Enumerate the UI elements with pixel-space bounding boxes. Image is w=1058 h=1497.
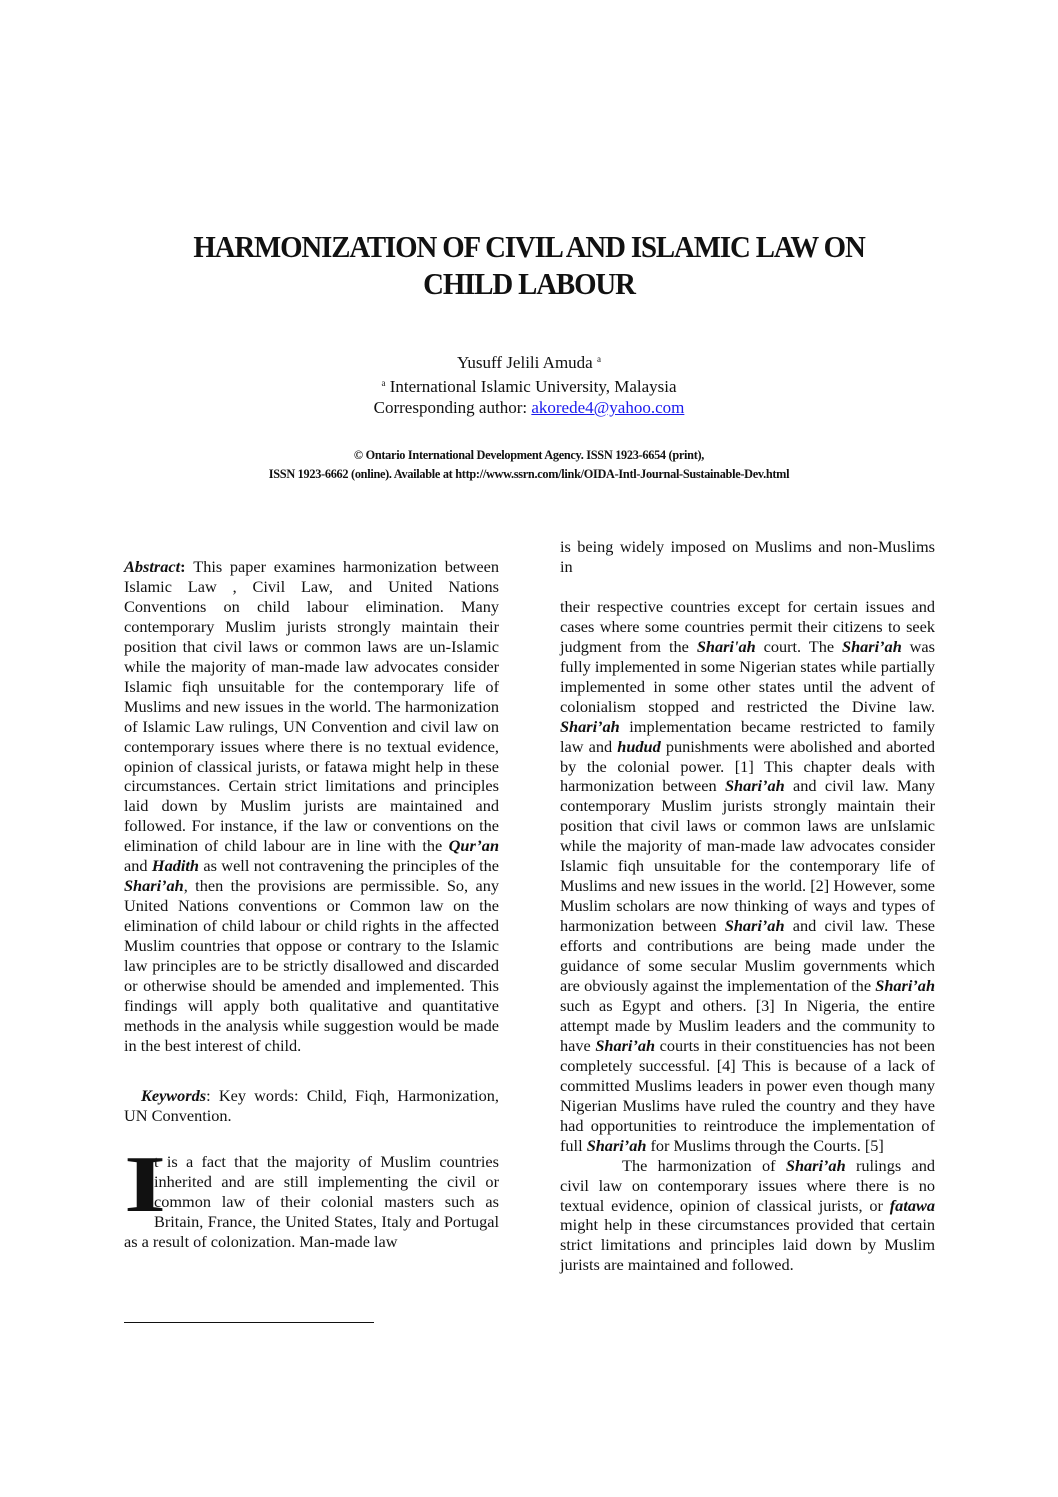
abstract-label: Abstract <box>124 557 181 576</box>
drop-cap: I <box>124 1140 167 1229</box>
body-text: for Muslims through the Courts. [5] <box>646 1135 884 1155</box>
body-text: punishments were abolished and aborted by the colonial power. [1] This chapter deals with harmonization between <box>560 736 935 796</box>
italic-term: Shari’ah <box>875 976 935 996</box>
affiliation: International Islamic University, Malaysia <box>389 377 677 396</box>
author-block <box>0 349 1058 418</box>
spacer <box>124 1126 499 1146</box>
abstract-colon: : <box>180 557 194 576</box>
body-text: courts in their constituencies has not been completely successful. [4] This is because of a lack of committed Muslims leaders in power even though many Nigerian Muslims have ruled the country and they have had opportunities to reintroduce the implementation of full <box>560 1035 935 1155</box>
author-name: Yusuff Jelili Amuda <box>457 353 593 372</box>
footnote-separator <box>124 1322 374 1323</box>
affiliation-superscript: a <box>381 378 386 388</box>
intro-paragraph <box>124 1140 499 1252</box>
corresponding-author-line <box>0 397 1058 418</box>
left-column <box>124 557 499 1252</box>
italic-term: Shari’ah <box>586 1135 647 1155</box>
abstract-text: as well not contravening the principles of the <box>198 856 500 876</box>
italic-term: Shari’ah <box>724 916 785 936</box>
body-paragraph-1 <box>560 597 935 1156</box>
body-text: court. The <box>755 636 843 656</box>
author-superscript: a <box>596 354 601 364</box>
keywords-paragraph <box>124 1086 499 1126</box>
spacer <box>124 1056 499 1076</box>
title-line-1: HARMONIZATION OF CIVIL AND ISLAMIC LAW ON <box>193 229 865 264</box>
keywords-label: Keywords <box>141 1085 207 1105</box>
intro-text: t is a fact that the majority of Muslim countries inherited and are still implementing the civil or common law of their colonial masters such as Britain, France, the United States, Italy and Portugal as a result of colonization. Man-made law <box>124 1151 499 1251</box>
italic-term: hudud <box>617 736 661 756</box>
italic-term: Shari’ah <box>785 1155 846 1175</box>
email-link[interactable]: akorede4@yahoo.com <box>531 398 685 417</box>
body-text: such as Egypt and others. [3] In Nigeria, the entire attempt made by Muslim leaders and the community to have <box>560 995 935 1055</box>
body-text: and civil law. Many contemporary Muslim jurists strongly maintain their position that civil laws or common laws are unIslamic while the majority of man-made law advocates consider Islamic fiqh unsuitable for the contemporary life of Muslims and new issues in the world. [2] However, some Muslim scholars are now thinking of ways and types of harmonization between <box>560 776 936 936</box>
spacer <box>560 577 935 597</box>
italic-term: Shari'ah <box>696 636 756 656</box>
copyright-line-1: © Ontario International Development Agency. ISSN 1923-6654 (print), <box>353 448 705 462</box>
abstract-text: and <box>124 856 152 876</box>
italic-term: Shari’ah <box>560 716 620 736</box>
hadith-term: Hadith <box>151 856 199 876</box>
paper-title <box>37 228 1021 302</box>
right-column <box>560 537 935 1275</box>
title-line-2: CHILD LABOUR <box>423 266 635 301</box>
body-text: their respective countries except for certain issues and cases where some countries permit their citizens to seek judgment from the <box>560 596 935 656</box>
continued-paragraph: is being widely imposed on Muslims and non-Muslims in <box>560 537 935 576</box>
body-text: rulings and civil law on contemporary issues where there is no textual evidence, opinion of classical jurists, or <box>560 1155 936 1215</box>
author-name-line <box>0 349 1058 373</box>
quran-term: Qur’an <box>448 836 499 856</box>
keywords-text: : Key words: Child, Fiqh, Harmonization, UN Convention. <box>124 1085 499 1125</box>
body-text: might help in these circumstances provided that certain strict limitations and principles laid down by Muslim jurists are maintained and followed. <box>560 1215 935 1275</box>
copyright-line-2: ISSN 1923-6662 (online). Available at http://www.ssrn.com/link/OIDA-Intl-Journal-Sustainable-Dev.html <box>268 467 790 481</box>
body-text: implementation became restricted to family law and <box>560 716 935 756</box>
abstract-text: This paper examines harmonization between Islamic Law , Civil Law, and United Nations Conventions on child labour elimination. Many contemporary Muslim jurists strongly maintain their position that civil laws or common laws are un-Islamic while the majority of man-made law advocates consider Islamic fiqh unsuitable for the contemporary life of Muslims and new issues in the world. The harmonization of Islamic Law rulings, UN Convention and civil law on contemporary issues where there is no textual evidence, opinion of classical jurists, or fatawa might help in these circumstances. Certain strict limitations and principles laid down by Muslim jurists are maintained and followed. For instance, if the law or conventions on the elimination of child labour are in line with the <box>124 557 499 856</box>
shariah-term: Shari’ah <box>124 876 184 896</box>
italic-term: Shari’ah <box>842 636 902 656</box>
italic-term: fatawa <box>889 1195 935 1215</box>
body-text: The harmonization of <box>622 1155 786 1175</box>
body-paragraph-2 <box>560 1156 935 1276</box>
corresponding-label: Corresponding author: <box>373 398 532 417</box>
spacer <box>124 1076 499 1086</box>
copyright-notice <box>0 446 1058 484</box>
body-text: was fully implemented in some Nigerian states while partially implemented in some other states until the advent of colonialism stopped and restricted the Divine law. <box>560 636 935 716</box>
affiliation-line <box>0 373 1058 397</box>
abstract-text: , then the provisions are permissible. So, any United Nations conventions or Common law on the elimination of child labour or child rights in the affected Muslim countries that oppose or contrary to the Islamic law principles are to be strictly disallowed and discarded or otherwise should be amended and implemented. This findings will apply both qualitative and quantitative methods in the analysis while suggestion would be made in the best interest of child. <box>124 876 499 1055</box>
italic-term: Shari’ah <box>595 1035 656 1055</box>
italic-term: Shari’ah <box>724 776 785 796</box>
body-text: and civil law. These efforts and contributions are being made under the guidance of some secular Muslim governments which are obviously against the implementation of the <box>560 916 936 996</box>
abstract-paragraph <box>124 557 499 1056</box>
